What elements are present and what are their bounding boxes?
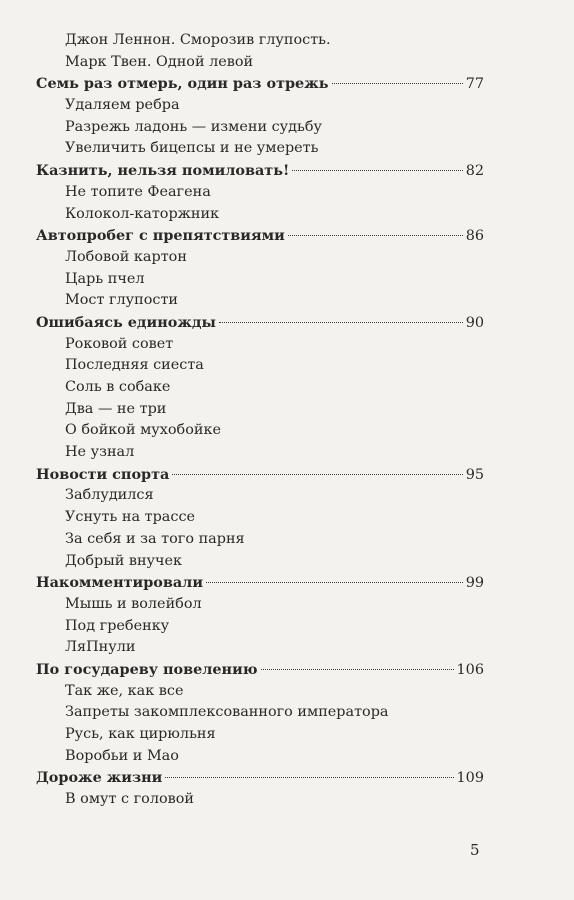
chapter-page-number: 86 bbox=[465, 228, 484, 245]
toc-subentry: Царь пчел bbox=[65, 270, 145, 287]
toc-subentry: Так же, как все bbox=[65, 682, 184, 699]
toc-subentry: Воробьи и Мао bbox=[65, 747, 179, 764]
toc-subentry: Не узнал bbox=[65, 444, 135, 461]
chapter-page-number: 109 bbox=[456, 770, 484, 787]
chapter-title: Казнить, нельзя помиловать! bbox=[36, 162, 290, 180]
dot-leader bbox=[219, 322, 463, 323]
toc-subentry: Уснуть на трассе bbox=[65, 509, 196, 526]
toc-subentry: Русь, как цирюльня bbox=[65, 726, 216, 742]
toc-subentry: Последняя сиеста bbox=[65, 357, 204, 374]
dot-leader bbox=[261, 669, 454, 670]
toc-subentry: В омут с головой bbox=[65, 791, 195, 808]
chapter-title: Автопробег с препятствиями bbox=[36, 227, 285, 245]
toc-chapter-entry bbox=[36, 160, 484, 182]
chapter-page-number: 90 bbox=[465, 314, 484, 331]
toc-subentry: Роковой совет bbox=[65, 335, 174, 352]
toc-chapter-entry bbox=[36, 659, 484, 681]
chapter-title: Семь раз отмерь, один раз отрежь bbox=[36, 75, 329, 93]
toc-subentry: За себя и за того парня bbox=[65, 530, 245, 547]
toc-subentry: Заблудился bbox=[65, 487, 154, 504]
toc-chapter-entry bbox=[36, 572, 484, 594]
table-of-contents bbox=[36, 30, 484, 811]
chapter-title: Накомментировали bbox=[36, 574, 203, 592]
chapter-page-number: 82 bbox=[465, 163, 484, 180]
dot-leader bbox=[292, 170, 462, 171]
toc-subentry: Колокол-каторжник bbox=[65, 205, 220, 222]
chapter-page-number: 95 bbox=[465, 466, 484, 483]
toc-subentry: Под гребенку bbox=[65, 617, 170, 634]
toc-subentry: Удаляем ребра bbox=[65, 97, 180, 114]
toc-subentry: Марк Твен. Одной левой bbox=[65, 53, 254, 70]
chapter-title: Новости спорта bbox=[36, 465, 170, 483]
toc-subentry: Два — не три bbox=[65, 400, 167, 417]
chapter-page-number: 106 bbox=[456, 661, 484, 678]
toc-chapter-entry bbox=[36, 312, 484, 334]
toc-chapter-entry bbox=[36, 464, 484, 486]
toc-subentry: Увеличить бицепсы и не умереть bbox=[65, 140, 319, 157]
dot-leader bbox=[165, 777, 453, 778]
toc-chapter-entry bbox=[36, 767, 484, 789]
toc-subentry: Джон Леннон. Сморозив глупость. bbox=[65, 32, 331, 48]
toc-subentry: О бойкой мухобойке bbox=[65, 422, 221, 439]
toc-chapter-entry bbox=[36, 225, 484, 247]
toc-subentry: Соль в собаке bbox=[65, 379, 171, 395]
chapter-title: Дороже жизни bbox=[36, 769, 163, 787]
dot-leader bbox=[206, 582, 463, 583]
chapter-page-number: 77 bbox=[465, 76, 484, 93]
toc-chapter-entry bbox=[36, 73, 484, 95]
chapter-title: По государеву повелению bbox=[36, 660, 258, 678]
chapter-page-number: 99 bbox=[465, 575, 484, 592]
toc-subentry: Мост глупости bbox=[65, 292, 179, 309]
dot-leader bbox=[288, 235, 463, 236]
page-number: 5 bbox=[470, 841, 480, 859]
toc-subentry: Разрежь ладонь — измени судьбу bbox=[65, 118, 322, 135]
toc-subentry: Не топите Феагена bbox=[65, 183, 211, 200]
toc-subentry: Запреты закомплексованного императора bbox=[65, 704, 389, 721]
chapter-title: Ошибаясь единожды bbox=[36, 313, 216, 331]
toc-subentry: Добрый внучек bbox=[65, 552, 183, 569]
dot-leader bbox=[172, 474, 462, 475]
dot-leader bbox=[332, 83, 463, 84]
toc-subentry: ЛяПнули bbox=[65, 639, 136, 656]
toc-subentry: Мышь и волейбол bbox=[65, 595, 202, 612]
toc-subentry: Лобовой картон bbox=[65, 248, 187, 265]
